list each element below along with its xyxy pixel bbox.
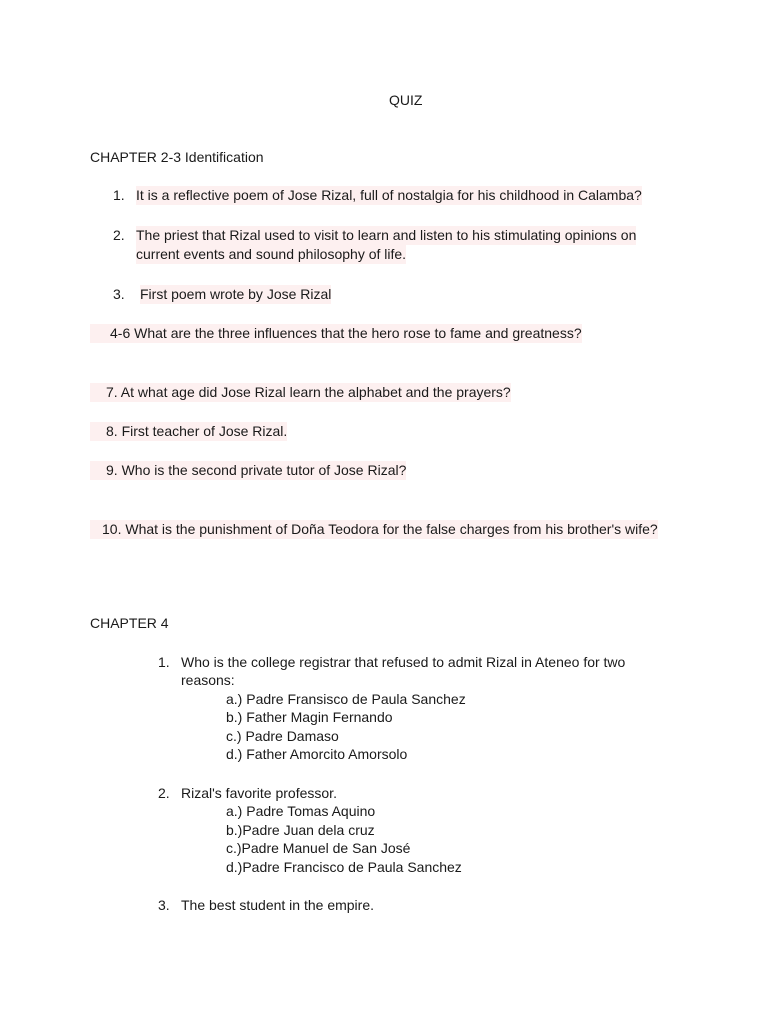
answer-option: b.)Padre Juan dela cruz: [226, 822, 375, 838]
question-text: It is a reflective poem of Jose Rizal, full of nostalgia for his childhood in Calamba?: [136, 187, 642, 203]
answer-option: c.) Padre Damaso: [226, 728, 339, 744]
question-number: 2.: [158, 785, 170, 801]
answer-option: a.) Padre Fransisco de Paula Sanchez: [226, 691, 466, 707]
question-text: Who is the college registrar that refused to admit Rizal in Ateneo for two: [181, 654, 626, 670]
question-number: 3.: [113, 286, 125, 302]
answer-option: d.)Padre Francisco de Paula Sanchez: [226, 859, 462, 875]
question-number: 1.: [158, 654, 170, 670]
question-number: 1.: [113, 187, 125, 203]
answer-option: c.)Padre Manuel de San José: [226, 840, 411, 856]
question-text: 10. What is the punishment of Doña Teodora for the false charges from his brother's wife?: [90, 520, 658, 539]
question-text: First poem wrote by Jose Rizal: [140, 286, 332, 302]
answer-option: a.) Padre Tomas Aquino: [226, 803, 376, 819]
question-text: The best student in the empire.: [181, 897, 374, 913]
question-text: 9. Who is the second private tutor of Jose Rizal?: [90, 461, 406, 480]
question-text: 4-6 What are the three influences that the hero rose to fame and greatness?: [90, 324, 582, 343]
question-number: 2.: [113, 227, 125, 243]
question-text-continued: current events and sound philosophy of life.: [136, 246, 407, 262]
question-text: Rizal's favorite professor.: [181, 785, 337, 801]
question-number: 3.: [158, 897, 170, 913]
question-text-continued: reasons:: [181, 672, 235, 688]
question-text: The priest that Rizal used to visit to learn and listen to his stimulating opinions on: [136, 227, 637, 243]
answer-option: b.) Father Magin Fernando: [226, 709, 393, 725]
question-text: 8. First teacher of Jose Rizal.: [90, 422, 287, 441]
chapter-2-3-heading: CHAPTER 2-3 Identification: [90, 149, 264, 165]
page-title: QUIZ: [389, 92, 423, 108]
question-text: 7. At what age did Jose Rizal learn the alphabet and the prayers?: [90, 383, 511, 402]
chapter-4-heading: CHAPTER 4: [90, 615, 169, 631]
answer-option: d.) Father Amorcito Amorsolo: [226, 746, 408, 762]
